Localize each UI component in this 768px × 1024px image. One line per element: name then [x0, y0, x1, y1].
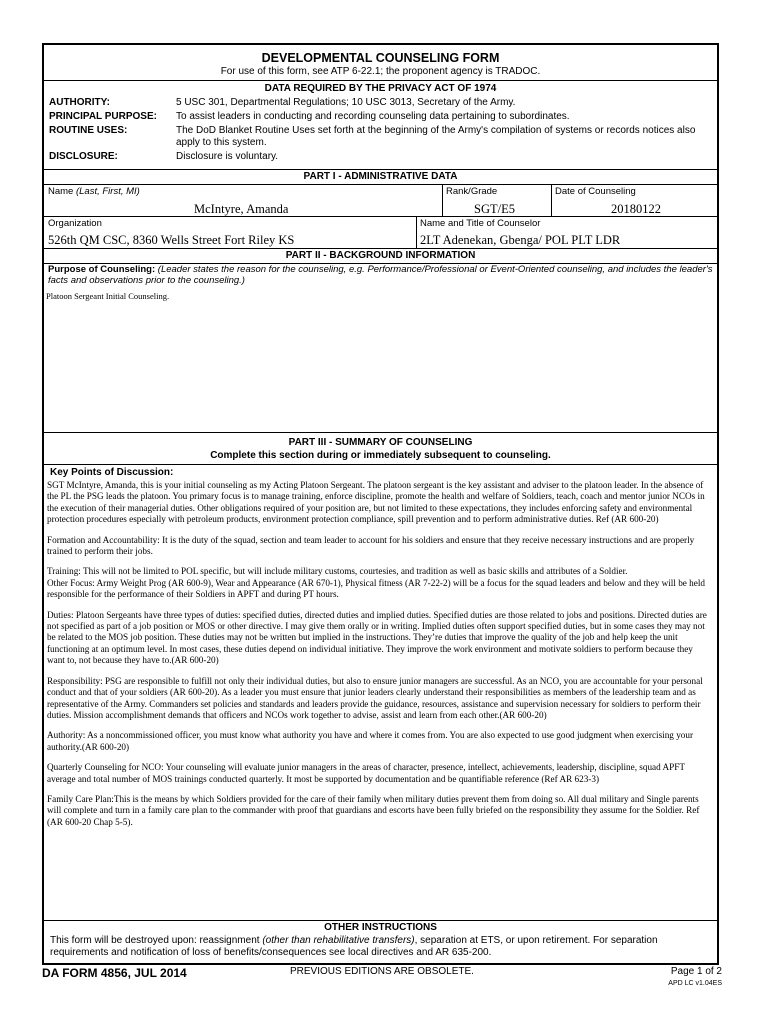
name-field[interactable]: McIntyre, Amanda	[194, 202, 289, 216]
key-point-paragraph: SGT McIntyre, Amanda, this is your initial counseling as my Acting Platoon Sergeant. The platoon sergeant is the key assistant and adviser to the platoon leader. In the absence of the PL the PSG leads the platoon. You primary focus is to manage training, enforce discipline, promote the health and welfare of Soldiers, teach, coach and mentor junior NCOs in the execution of their managerial duties. Other obligations required of your position are, but not limited to these expectations, they includes enforcing safety and environmental protection procedures especially with petroleum products, environment protection compliance, spill prevention and to perform administrative duties. Ref (AR 600-20)	[47, 480, 705, 525]
key-point-paragraph: Authority: As a noncommissioned officer, you must know what authority you have and where it comes from. You are also expected to use good judgment when exercising your authority.(AR 600-20)	[47, 730, 694, 752]
version-label: APD LC v1.04ES	[668, 980, 722, 987]
purpose-field[interactable]: Platoon Sergeant Initial Counseling.	[46, 291, 170, 301]
other-instructions-text: This form will be destroyed upon: reassignment (other than rehabilitative transfers), separation at ETS, or upon retirement. For separation requirements and notification of loss of benefits/consequences see local directives and AR 635-200.	[50, 935, 658, 958]
privacy-act-table	[49, 97, 709, 165]
date-field[interactable]: 20180122	[611, 202, 661, 216]
rank-label: Rank/Grade	[446, 186, 498, 197]
rank-field[interactable]: SGT/E5	[474, 202, 515, 216]
privacy-row-authority: AUTHORITY: 5 USC 301, Departmental Regulations; 10 USC 3013, Secretary of the Army.	[49, 97, 516, 108]
part1-heading: PART I - ADMINISTRATIVE DATA	[303, 171, 458, 182]
counselor-field[interactable]: 2LT Adenekan, Gbenga/ POL PLT LDR	[420, 233, 621, 247]
privacy-row-routine-uses: ROUTINE USES: The DoD Blanket Routine Uses set forth at the beginning of the Army's compilation of systems or records notices also apply to this system.	[49, 125, 696, 148]
form-subtitle: For use of this form, see ATP 6-22.1; the proponent agency is TRADOC.	[220, 66, 541, 77]
privacy-heading: DATA REQUIRED BY THE PRIVACY ACT OF 1974	[264, 83, 497, 94]
organization-label: Organization	[48, 218, 102, 229]
part2-heading: PART II - BACKGROUND INFORMATION	[285, 250, 476, 261]
organization-field[interactable]: 526th QM CSC, 8360 Wells Street Fort Riley KS	[48, 233, 295, 247]
part3-heading: PART III - SUMMARY OF COUNSELING	[288, 437, 473, 448]
key-point-paragraph: Formation and Accountability: It is the duty of the squad, section and team leader to account for his soldiers and ensure that they receive necessary instructions and are properly trained to perform their jobs.	[47, 534, 695, 557]
key-point-paragraph: Responsibility: PSG are responsible to fulfill not only their individual duties, but also to ensure junior managers are successful. As an NCO, you are accountable for your personal conduct and that of your soldiers (AR 600-20). As a leader you must ensure that junior leaders clearly understand their responsibilities as members of the leadership team and as representative of the Army. Commanders set policies and standards and leaders provide the guidance, resources, assistance and supervision necessary for soldiers to perform their duties. Mission accomplishment demands that officers and NCOs work together to advise, assist and learn from each other.(AR 600-20)	[47, 675, 703, 720]
privacy-row-purpose: PRINCIPAL PURPOSE: To assist leaders in conducting and recording counseling data pertaining to subordinates.	[49, 111, 570, 122]
date-label: Date of Counseling	[555, 186, 636, 197]
part3-subheading: Complete this section during or immediately subsequent to counseling.	[210, 450, 551, 461]
counseling-form	[42, 43, 719, 965]
counselor-label: Name and Title of Counselor	[420, 218, 541, 229]
obsolete-notice: PREVIOUS EDITIONS ARE OBSOLETE.	[290, 966, 474, 977]
name-label: Name (Last, First, MI)	[48, 186, 140, 197]
key-point-paragraph: Quarterly Counseling for NCO: Your counseling will evaluate junior managers in the areas of character, presence, intellect, achievements, leadership, discipline, squad APFT average and total number of MOS trainings conducted quarterly. It most be supported by documentation and be quantifiable reference (Ref AR 623-3)	[47, 762, 685, 784]
key-point-paragraph: Training: This will not be limited to POL specific, but will include military customs, courtesies, and tradition as well as basic skills and attributes of a Soldier. Other Focus: Army Weight Prog (AR 600-9), Wear and Appearance (AR 670-1), Physical fitness (AR 7-22-2) will be a focus for the squad leaders and below and they will be held responsible for the performance of their Soldiers in APFT and during PT hours.	[47, 566, 705, 600]
purpose-instructions: Purpose of Counseling: (Leader states the reason for the counseling, e.g. Performance/Professional or Event-Oriented counseling, and includes the leader's facts and observations prior to the counseling.)	[48, 264, 713, 286]
form-title: DEVELOPMENTAL COUNSELING FORM	[261, 51, 500, 65]
key-points-label: Key Points of Discussion:	[50, 467, 174, 478]
key-points-field[interactable]	[47, 480, 713, 837]
privacy-row-disclosure: DISCLOSURE: Disclosure is voluntary.	[49, 151, 279, 162]
key-point-paragraph: Family Care Plan:This is the means by which Soldiers provided for the care of their family when military duties prevent them from doing so. All dual military and Single parents will complete and turn in a family care plan to the commander with proof that guardians and escorts have been fully briefed on the responsibility they assume for the Soldier. Ref (AR 600-20 Chap 5-5).	[47, 793, 700, 827]
form-number: DA FORM 4856, JUL 2014	[42, 966, 187, 980]
other-instructions-heading: OTHER INSTRUCTIONS	[324, 922, 437, 933]
key-point-paragraph: Duties: Platoon Sergeants have three types of duties: specified duties, directed duties and implied duties. Specified duties are those related to jobs and positions. Directed duties are not specified as part of a job position or MOS or other directive. I may give them orally or in writing. Implied duties often support specified duties, but in some cases they may not be related to the MOS job position. These duties may not be written but implied in the instructions. They’re duties that improve the quality of the job and help keep the unit functioning at an optimum level. In most cases, these duties depend on individual initiative. They improve the work environment and motivate soldiers to perform because they want to, not because they have to.(AR 600-20)	[47, 609, 707, 666]
page-number: Page 1 of 2	[670, 966, 722, 977]
